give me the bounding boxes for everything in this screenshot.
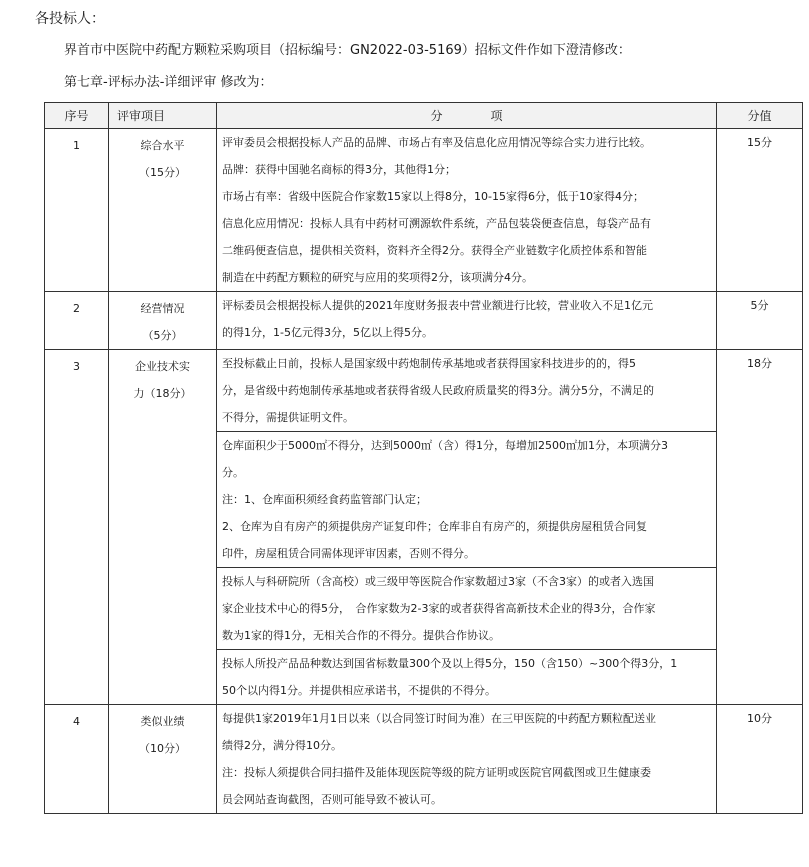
- criteria-line: 投标人所投产品品种数达到国省标数量300个及以上得5分，150（含150）~300个得3分，1: [222, 657, 678, 670]
- header-item: 评审项目: [109, 103, 217, 129]
- criteria-block: [217, 292, 716, 346]
- score-value: 15分: [717, 129, 803, 292]
- criteria-line: 绩得2分，满分得10分。: [222, 739, 342, 752]
- criteria-block: [217, 129, 716, 291]
- score-value: 5分: [717, 292, 803, 350]
- criteria-line: 的得1分，1-5亿元得3分，5亿以上得5分。: [222, 326, 433, 339]
- score-value: 10分: [717, 705, 803, 814]
- row-number: 2: [45, 292, 109, 350]
- intro-paragraph: 界首市中医院中药配方颗粒采购项目（招标编号：GN2022-03-5169）招标文件作如下澄清修改：: [64, 43, 631, 58]
- criteria-line: 制造在中药配方颗粒的研究与应用的奖项得2分，该项满分4分。: [222, 271, 533, 284]
- header-content: 分 项: [217, 103, 717, 129]
- criteria-line: 市场占有率：省级中医院合作家数15家以上得8分，10-15家得6分，低于10家得4分；: [222, 190, 644, 203]
- table-row: [45, 705, 803, 814]
- review-item: 综合水平（15分）: [109, 129, 217, 292]
- salutation: 各投标人：: [35, 11, 105, 27]
- review-item: 经营情况（5分）: [109, 292, 217, 350]
- criteria-line: 二维码便查信息，提供相关资料，资料齐全得2分。获得全产业链数字化质控体系和智能: [222, 244, 647, 257]
- criteria-line: 员会网站查询截图，否则可能导致不被认可。: [222, 793, 442, 806]
- row-number: 4: [45, 705, 109, 814]
- score-value: 18分: [717, 350, 803, 705]
- criteria-line: 投标人与科研院所（含高校）或三级甲等医院合作家数超过3家（不含3家）的或者入选国: [222, 575, 654, 588]
- criteria-line: 印件，房屋租赁合同需体现评审因素，否则不得分。: [222, 547, 475, 560]
- criteria-line: 每提供1家2019年1月1日以来（以合同签订时间为准）在三甲医院的中药配方颗粒配送业: [222, 712, 656, 725]
- criteria-block: [217, 649, 716, 704]
- evaluation-table: [44, 102, 803, 814]
- table-row: [45, 350, 803, 705]
- criteria-content: [217, 292, 717, 350]
- criteria-line: 家企业技术中心的得5分， 合作家数为2-3家的或者获得省高新技术企业的得3分，合作家: [222, 602, 656, 615]
- criteria-line: 品牌：获得中国驰名商标的得3分，其他得1分；: [222, 163, 456, 176]
- review-item: 企业技术实力（18分）: [109, 350, 217, 705]
- review-item: 类似业绩（10分）: [109, 705, 217, 814]
- row-number: 1: [45, 129, 109, 292]
- header-score: 分值: [717, 103, 803, 129]
- criteria-line: 2、仓库为自有房产的须提供房产证复印件；仓库非自有房产的，须提供房屋租赁合同复: [222, 520, 647, 533]
- criteria-block: [217, 350, 716, 431]
- criteria-line: 评标委员会根据投标人提供的2021年度财务报表中营业额进行比较，营业收入不足1亿元: [222, 299, 653, 312]
- criteria-line: 不得分，需提供证明文件。: [222, 411, 354, 424]
- criteria-line: 仓库面积少于5000㎡不得分，达到5000㎡（含）得1分，每增加2500㎡加1分，本项满分3: [222, 439, 668, 452]
- criteria-content: [217, 350, 717, 705]
- criteria-line: 至投标截止日前，投标人是国家级中药炮制传承基地或者获得国家科技进步的的，得5: [222, 357, 636, 370]
- criteria-block: [217, 705, 716, 813]
- criteria-block: [217, 567, 716, 649]
- criteria-line: 注：投标人须提供合同扫描件及能体现医院等级的院方证明或医院官网截图或卫生健康委: [222, 766, 651, 779]
- chapter-line: 第七章-评标办法-详细评审 修改为：: [64, 75, 273, 90]
- criteria-line: 注：1、仓库面积须经食药监管部门认定；: [222, 493, 427, 506]
- criteria-line: 数为1家的得1分，无相关合作的不得分。提供合作协议。: [222, 629, 500, 642]
- criteria-line: 评审委员会根据投标人产品的品牌、市场占有率及信息化应用情况等综合实力进行比较。: [222, 136, 651, 149]
- criteria-block: [217, 431, 716, 567]
- table-row: [45, 292, 803, 350]
- criteria-content: [217, 705, 717, 814]
- row-number: 3: [45, 350, 109, 705]
- header-row: [45, 103, 803, 129]
- criteria-line: 50个以内得1分。并提供相应承诺书，不提供的不得分。: [222, 684, 496, 697]
- criteria-line: 信息化应用情况：投标人具有中药材可溯源软件系统，产品包装袋便查信息，每袋产品有: [222, 217, 651, 230]
- header-no: 序号: [45, 103, 109, 129]
- table-row: [45, 129, 803, 292]
- criteria-content: [217, 129, 717, 292]
- criteria-line: 分，是省级中药炮制传承基地或者获得省级人民政府质量奖的得3分。满分5分，不满足的: [222, 384, 654, 397]
- criteria-line: 分。: [222, 466, 244, 479]
